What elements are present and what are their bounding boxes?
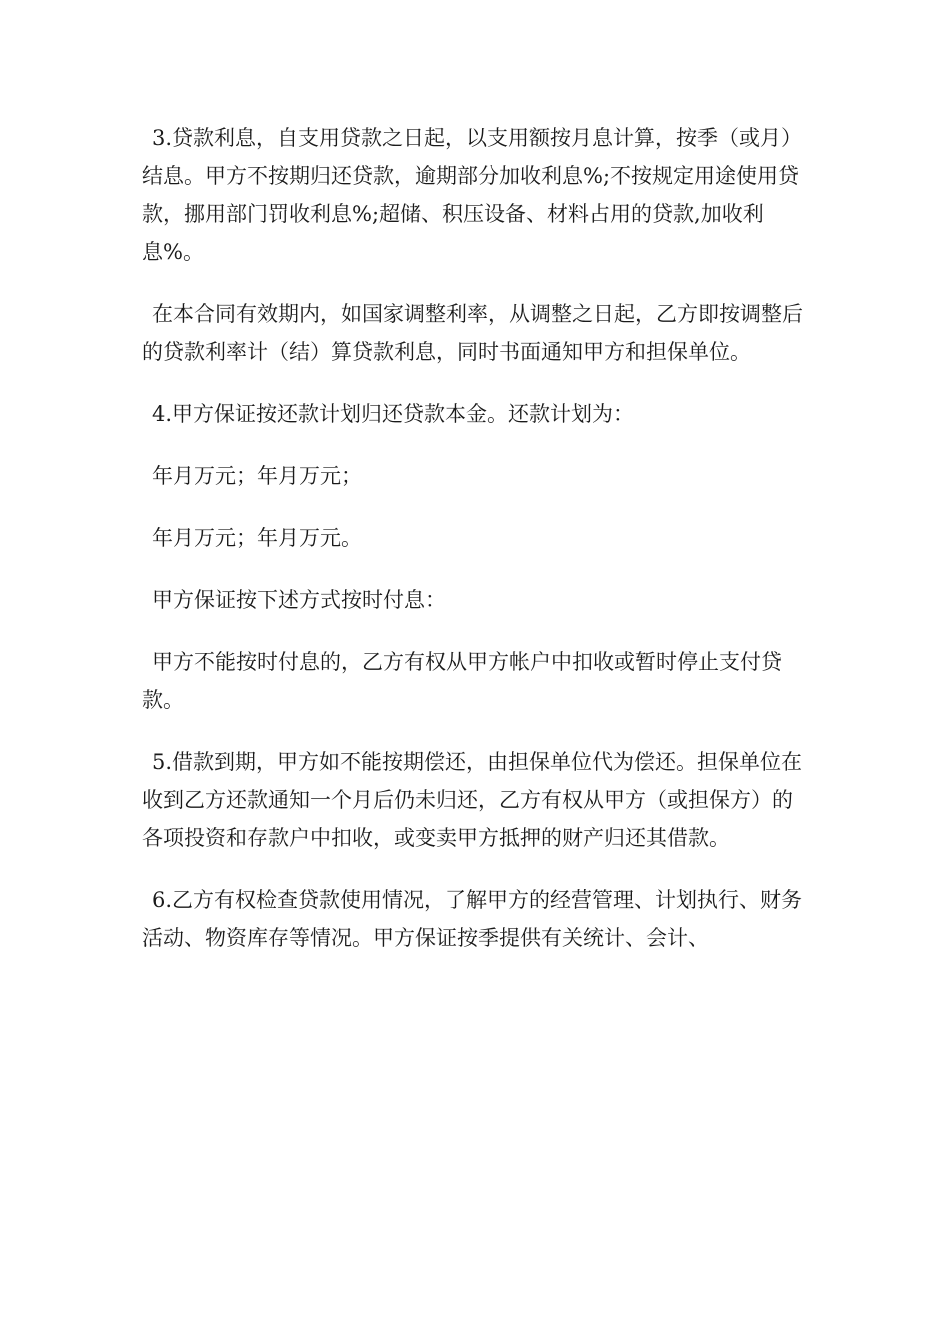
paragraph-rate-adjustment: 在本合同有效期内，如国家调整利率，从调整之日起，乙方即按调整后的贷款利率计（结）算贷款利息，同时书面通知甲方和担保单位。 bbox=[142, 302, 803, 364]
paragraph-late-interest: 甲方不能按时付息的，乙方有权从甲方帐户中扣收或暂时停止支付贷款。 bbox=[142, 650, 782, 712]
paragraph-interest-payment-method: 甲方保证按下述方式按时付息： bbox=[152, 588, 446, 612]
paragraph-repayment-line-2: 年月万元；年月万元。 bbox=[152, 526, 362, 550]
document-body bbox=[142, 119, 810, 981]
paragraph-repayment-line-1: 年月万元；年月万元； bbox=[152, 464, 362, 488]
paragraph-default-guarantee: 5.借款到期，甲方如不能按期偿还，由担保单位代为偿还。担保单位在收到乙方还款通知一个月后仍未归还，乙方有权从甲方（或担保方）的各项投资和存款户中扣收，或变卖甲方抵押的财产归还其借款。 bbox=[142, 750, 803, 850]
paragraph-inspection-rights: 6.乙方有权检查贷款使用情况，了解甲方的经营管理、计划执行、财务活动、物资库存等情况。甲方保证按季提供有关统计、会计、 bbox=[142, 888, 803, 950]
paragraph-repayment-plan: 4.甲方保证按还款计划归还贷款本金。还款计划为： bbox=[152, 402, 635, 426]
paragraph-interest-terms: 3.贷款利息，自支用贷款之日起，以支用额按月息计算，按季（或月）结息。甲方不按期归还贷款，逾期部分加收利息%;不按规定用途使用贷款，挪用部门罚收利息%;超储、积压设备、材料占用的贷款,加收利息%。 bbox=[142, 126, 803, 264]
